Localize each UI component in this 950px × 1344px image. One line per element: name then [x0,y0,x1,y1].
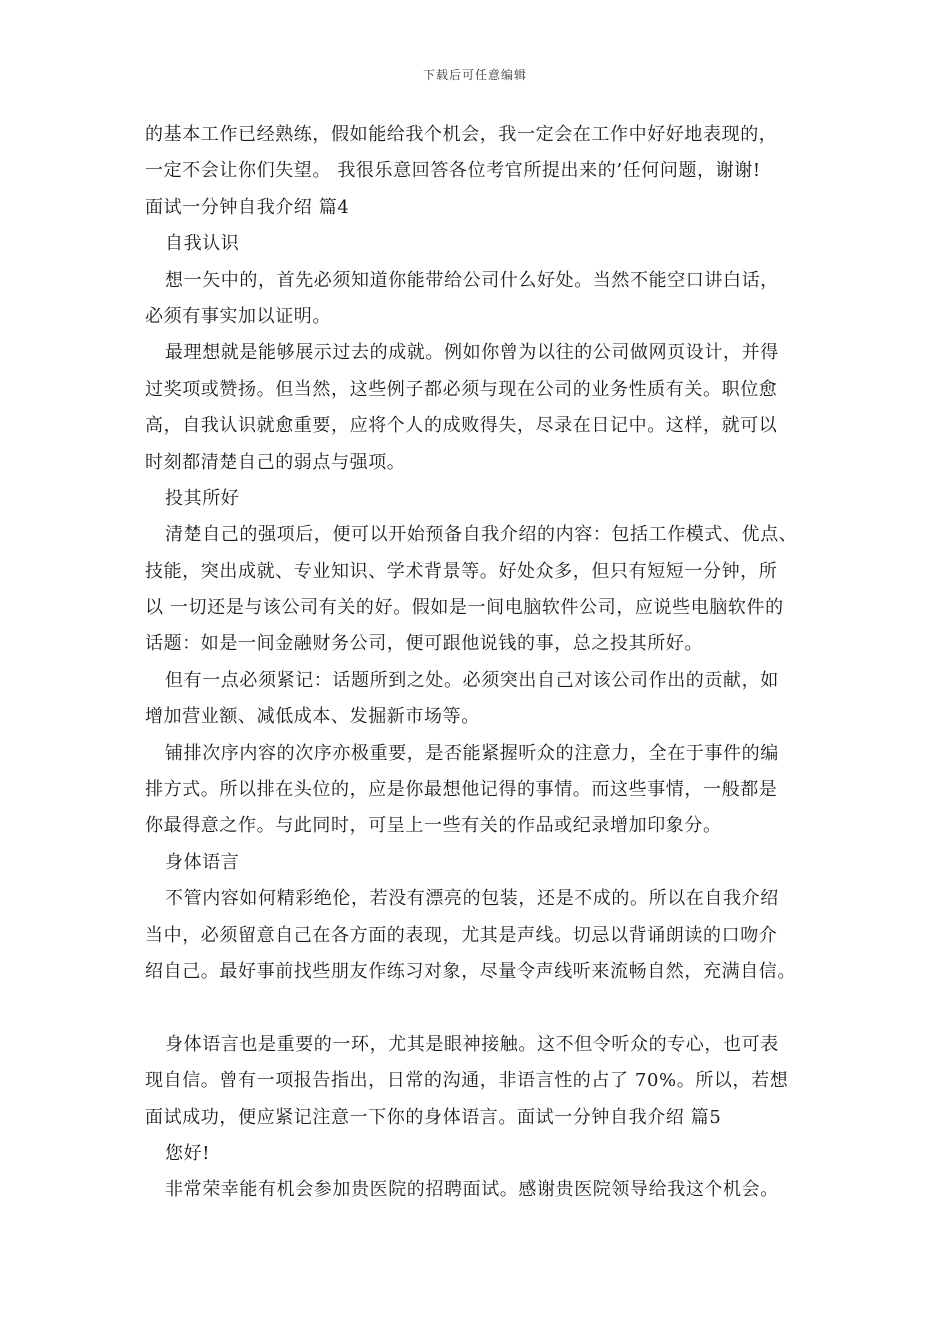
document-body [145,117,815,1209]
text-line: 当中，必须留意自己在各方面的表现，尤其是声线。切忌以背诵朗读的口吻介 [145,924,778,946]
subheading: 身体语言 [165,851,240,873]
text-line: 的基本工作已经熟练，假如能给我个机会，我一定会在工作中好好地表现的， [145,124,778,145]
text-line: 话题：如是一间金融财务公司，便可跟他说钱的事，总之投其所好。 [145,633,703,655]
text-line: 清楚自己的强项后，便可以开始预备自我介绍的内容：包括工作模式、优点、 [165,524,798,546]
text-line: 身体语言也是重要的一环，尤其是眼神接触。这不但令听众的专心，也可表 [165,1033,779,1055]
text-line: 面试成功，便应紧记注意一下你的身体语言。面试一分钟自我介绍 篇5 [145,1106,722,1128]
blank-line [145,990,815,1026]
text-line: 绍自己。最好事前找些朋友作练习对象，尽量令声线听来流畅自然，充满自信。 [145,960,796,982]
text-line: 必须有事实加以证明。 [145,305,331,327]
text-line: 不管内容如何精彩绝伦，若没有漂亮的包装，还是不成的。所以在自我介绍 [165,888,779,910]
text-line: 铺排次序内容的次序亦极重要，是否能紧握听众的注意力，全在于事件的编 [165,742,779,764]
subheading: 自我认识 [165,233,240,255]
text-line: 一定不会让你们失望。 我很乐意回答各位考官所提出来的’任何问题，谢谢! [145,160,761,182]
section-title: 面试一分钟自我介绍 篇4 [145,196,350,218]
text-line: 技能，突出成就、专业知识、学术背景等。好处众多，但只有短短一分钟，所 [145,560,778,582]
text-line: 非常荣幸能有机会参加贵医院的招聘面试。感谢贵医院领导给我这个机会。 [165,1179,779,1201]
text-line: 时刻都清楚自己的弱点与强项。 [145,451,406,473]
text-line: 最理想就是能够展示过去的成就。例如你曾为以往的公司做网页设计，并得 [165,342,779,364]
text-line: 排方式。所以排在头位的，应是你最想他记得的事情。而这些事情，一般都是 [145,779,778,801]
page-header: 下载后可任意编辑 [422,68,527,82]
greeting-line: 您好! [165,1142,211,1164]
text-line: 想一矢中的，首先必须知道你能带给公司什么好处。当然不能空口讲白话， [165,269,779,291]
text-line: 你最得意之作。与此同时，可呈上一些有关的作品或纪录增加印象分。 [145,815,722,837]
subheading: 投其所好 [165,487,240,509]
text-line: 以 一切还是与该公司有关的好。假如是一间电脑软件公司，应说些电脑软件的 [145,597,784,619]
text-line: 高，自我认识就愈重要，应将个人的成败得失，尽录在日记中。这样，就可以 [145,415,778,437]
text-line: 但有一点必须紧记：话题所到之处。必须突出自己对该公司作出的贡献，如 [165,669,779,691]
text-line: 过奖项或赞扬。但当然，这些例子都必须与现在公司的业务性质有关。职位愈 [145,378,778,400]
text-line: 增加营业额、减低成本、发掘新市场等。 [145,706,480,728]
text-line: 现自信。曾有一项报告指出，日常的沟通，非语言性的占了 70%。所以，若想 [145,1070,789,1092]
